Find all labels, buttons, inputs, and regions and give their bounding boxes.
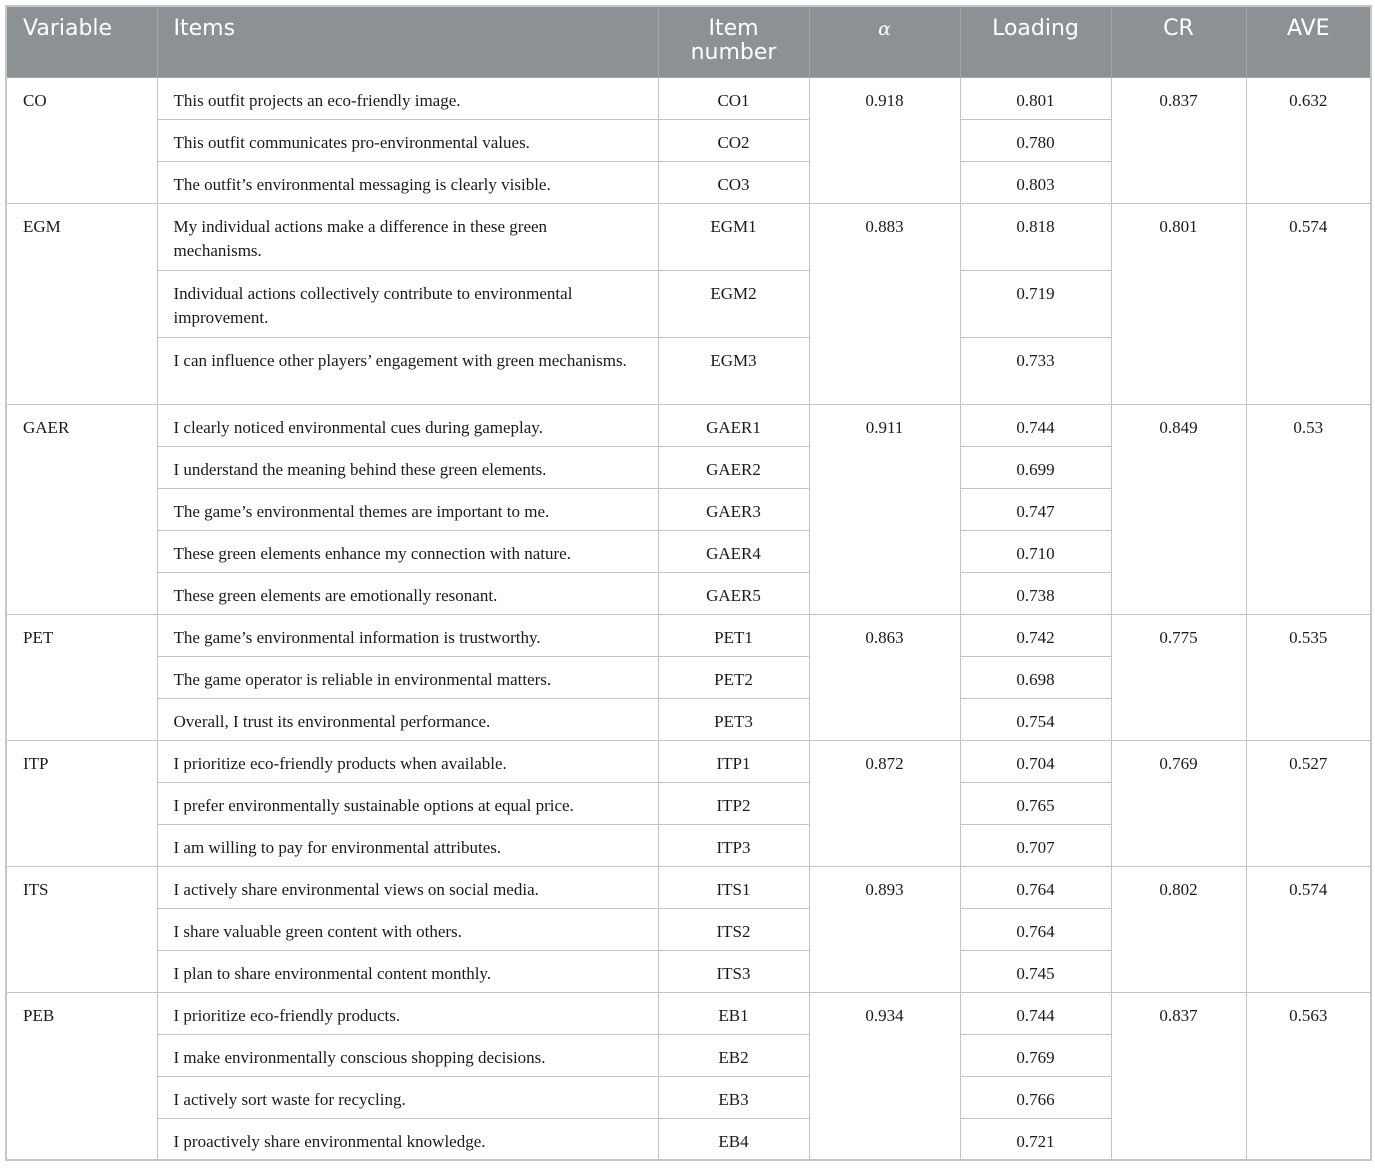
variable-cell: ITP bbox=[6, 740, 157, 866]
item-number-cell: ITS1 bbox=[658, 866, 809, 908]
loading-cell: 0.745 bbox=[960, 950, 1111, 992]
loading-cell: 0.801 bbox=[960, 77, 1111, 119]
item-text-cell: The game’s environmental themes are important to me. bbox=[157, 488, 658, 530]
variable-cell: CO bbox=[6, 77, 157, 203]
item-text-cell: I share valuable green content with others. bbox=[157, 908, 658, 950]
item-number-cell: GAER3 bbox=[658, 488, 809, 530]
cr-cell: 0.769 bbox=[1111, 740, 1246, 866]
table-header bbox=[6, 6, 1371, 77]
item-number-cell: PET3 bbox=[658, 698, 809, 740]
table-row bbox=[6, 404, 1371, 446]
loading-cell: 0.766 bbox=[960, 1076, 1111, 1118]
header-items: Items bbox=[157, 6, 658, 77]
alpha-symbol: α bbox=[878, 18, 891, 40]
item-number-cell: ITP3 bbox=[658, 824, 809, 866]
ave-cell: 0.53 bbox=[1246, 404, 1371, 614]
item-text-cell: I actively share environmental views on social media. bbox=[157, 866, 658, 908]
item-text-cell: The outfit’s environmental messaging is clearly visible. bbox=[157, 161, 658, 203]
item-number-cell: CO2 bbox=[658, 119, 809, 161]
header-cr: CR bbox=[1111, 6, 1246, 77]
variable-cell: GAER bbox=[6, 404, 157, 614]
header-item-number: Item number bbox=[658, 6, 809, 77]
item-number-cell: PET1 bbox=[658, 614, 809, 656]
item-text-cell: The game operator is reliable in environmental matters. bbox=[157, 656, 658, 698]
variable-cell: PET bbox=[6, 614, 157, 740]
alpha-cell: 0.883 bbox=[809, 203, 960, 404]
item-text-cell: I proactively share environmental knowledge. bbox=[157, 1118, 658, 1160]
item-text-cell: My individual actions make a difference in these green mechanisms. bbox=[157, 203, 658, 270]
loading-cell: 0.744 bbox=[960, 992, 1111, 1034]
item-number-cell: EGM1 bbox=[658, 203, 809, 270]
alpha-cell: 0.893 bbox=[809, 866, 960, 992]
alpha-cell: 0.911 bbox=[809, 404, 960, 614]
loading-cell: 0.769 bbox=[960, 1034, 1111, 1076]
alpha-cell: 0.863 bbox=[809, 614, 960, 740]
header-row bbox=[6, 6, 1371, 77]
ave-cell: 0.574 bbox=[1246, 866, 1371, 992]
item-number-cell: ITS3 bbox=[658, 950, 809, 992]
item-text-cell: Individual actions collectively contribute to environmental improvement. bbox=[157, 270, 658, 337]
cr-cell: 0.802 bbox=[1111, 866, 1246, 992]
cr-cell: 0.837 bbox=[1111, 77, 1246, 203]
item-number-cell: EB1 bbox=[658, 992, 809, 1034]
item-text-cell: I make environmentally conscious shopping decisions. bbox=[157, 1034, 658, 1076]
cr-cell: 0.801 bbox=[1111, 203, 1246, 404]
loading-cell: 0.818 bbox=[960, 203, 1111, 270]
item-text-cell: The game’s environmental information is trustworthy. bbox=[157, 614, 658, 656]
item-number-cell: EB2 bbox=[658, 1034, 809, 1076]
item-number-cell: ITP2 bbox=[658, 782, 809, 824]
variable-cell: EGM bbox=[6, 203, 157, 404]
table-row bbox=[6, 614, 1371, 656]
item-text-cell: I clearly noticed environmental cues during gameplay. bbox=[157, 404, 658, 446]
loading-cell: 0.780 bbox=[960, 119, 1111, 161]
loading-cell: 0.738 bbox=[960, 572, 1111, 614]
loading-cell: 0.733 bbox=[960, 337, 1111, 404]
header-ave: AVE bbox=[1246, 6, 1371, 77]
item-text-cell: This outfit projects an eco-friendly image. bbox=[157, 77, 658, 119]
loading-cell: 0.704 bbox=[960, 740, 1111, 782]
loading-cell: 0.742 bbox=[960, 614, 1111, 656]
loading-cell: 0.744 bbox=[960, 404, 1111, 446]
loading-cell: 0.707 bbox=[960, 824, 1111, 866]
measurement-table bbox=[5, 5, 1372, 1161]
table-row bbox=[6, 992, 1371, 1034]
item-text-cell: I prioritize eco-friendly products. bbox=[157, 992, 658, 1034]
table-row bbox=[6, 866, 1371, 908]
table-body bbox=[6, 77, 1371, 1160]
item-text-cell: I plan to share environmental content monthly. bbox=[157, 950, 658, 992]
item-number-cell: EB3 bbox=[658, 1076, 809, 1118]
item-text-cell: I can influence other players’ engagement with green mechanisms. bbox=[157, 337, 658, 404]
item-text-cell: Overall, I trust its environmental performance. bbox=[157, 698, 658, 740]
header-alpha bbox=[809, 6, 960, 77]
variable-cell: ITS bbox=[6, 866, 157, 992]
table-row bbox=[6, 740, 1371, 782]
loading-cell: 0.764 bbox=[960, 908, 1111, 950]
ave-cell: 0.527 bbox=[1246, 740, 1371, 866]
loading-cell: 0.721 bbox=[960, 1118, 1111, 1160]
ave-cell: 0.535 bbox=[1246, 614, 1371, 740]
ave-cell: 0.574 bbox=[1246, 203, 1371, 404]
loading-cell: 0.803 bbox=[960, 161, 1111, 203]
cr-cell: 0.775 bbox=[1111, 614, 1246, 740]
item-number-cell: CO1 bbox=[658, 77, 809, 119]
loading-cell: 0.699 bbox=[960, 446, 1111, 488]
cr-cell: 0.837 bbox=[1111, 992, 1246, 1160]
item-number-cell: ITS2 bbox=[658, 908, 809, 950]
alpha-cell: 0.872 bbox=[809, 740, 960, 866]
item-text-cell: I actively sort waste for recycling. bbox=[157, 1076, 658, 1118]
loading-cell: 0.719 bbox=[960, 270, 1111, 337]
item-number-cell: GAER1 bbox=[658, 404, 809, 446]
item-text-cell: These green elements enhance my connection with nature. bbox=[157, 530, 658, 572]
item-text-cell: I prioritize eco-friendly products when available. bbox=[157, 740, 658, 782]
loading-cell: 0.765 bbox=[960, 782, 1111, 824]
header-loading: Loading bbox=[960, 6, 1111, 77]
loading-cell: 0.754 bbox=[960, 698, 1111, 740]
item-number-cell: EGM2 bbox=[658, 270, 809, 337]
item-number-cell: GAER2 bbox=[658, 446, 809, 488]
header-variable: Variable bbox=[6, 6, 157, 77]
item-number-cell: EB4 bbox=[658, 1118, 809, 1160]
variable-cell: PEB bbox=[6, 992, 157, 1160]
ave-cell: 0.563 bbox=[1246, 992, 1371, 1160]
loading-cell: 0.764 bbox=[960, 866, 1111, 908]
table-row bbox=[6, 203, 1371, 270]
table-row bbox=[6, 77, 1371, 119]
item-text-cell: I prefer environmentally sustainable options at equal price. bbox=[157, 782, 658, 824]
item-number-cell: PET2 bbox=[658, 656, 809, 698]
item-number-cell: CO3 bbox=[658, 161, 809, 203]
item-text-cell: I understand the meaning behind these green elements. bbox=[157, 446, 658, 488]
item-number-cell: GAER5 bbox=[658, 572, 809, 614]
loading-cell: 0.698 bbox=[960, 656, 1111, 698]
alpha-cell: 0.918 bbox=[809, 77, 960, 203]
loading-cell: 0.710 bbox=[960, 530, 1111, 572]
item-text-cell: These green elements are emotionally resonant. bbox=[157, 572, 658, 614]
alpha-cell: 0.934 bbox=[809, 992, 960, 1160]
ave-cell: 0.632 bbox=[1246, 77, 1371, 203]
item-text-cell: This outfit communicates pro-environmental values. bbox=[157, 119, 658, 161]
item-number-cell: GAER4 bbox=[658, 530, 809, 572]
item-number-cell: EGM3 bbox=[658, 337, 809, 404]
item-text-cell: I am willing to pay for environmental attributes. bbox=[157, 824, 658, 866]
item-number-cell: ITP1 bbox=[658, 740, 809, 782]
loading-cell: 0.747 bbox=[960, 488, 1111, 530]
cr-cell: 0.849 bbox=[1111, 404, 1246, 614]
